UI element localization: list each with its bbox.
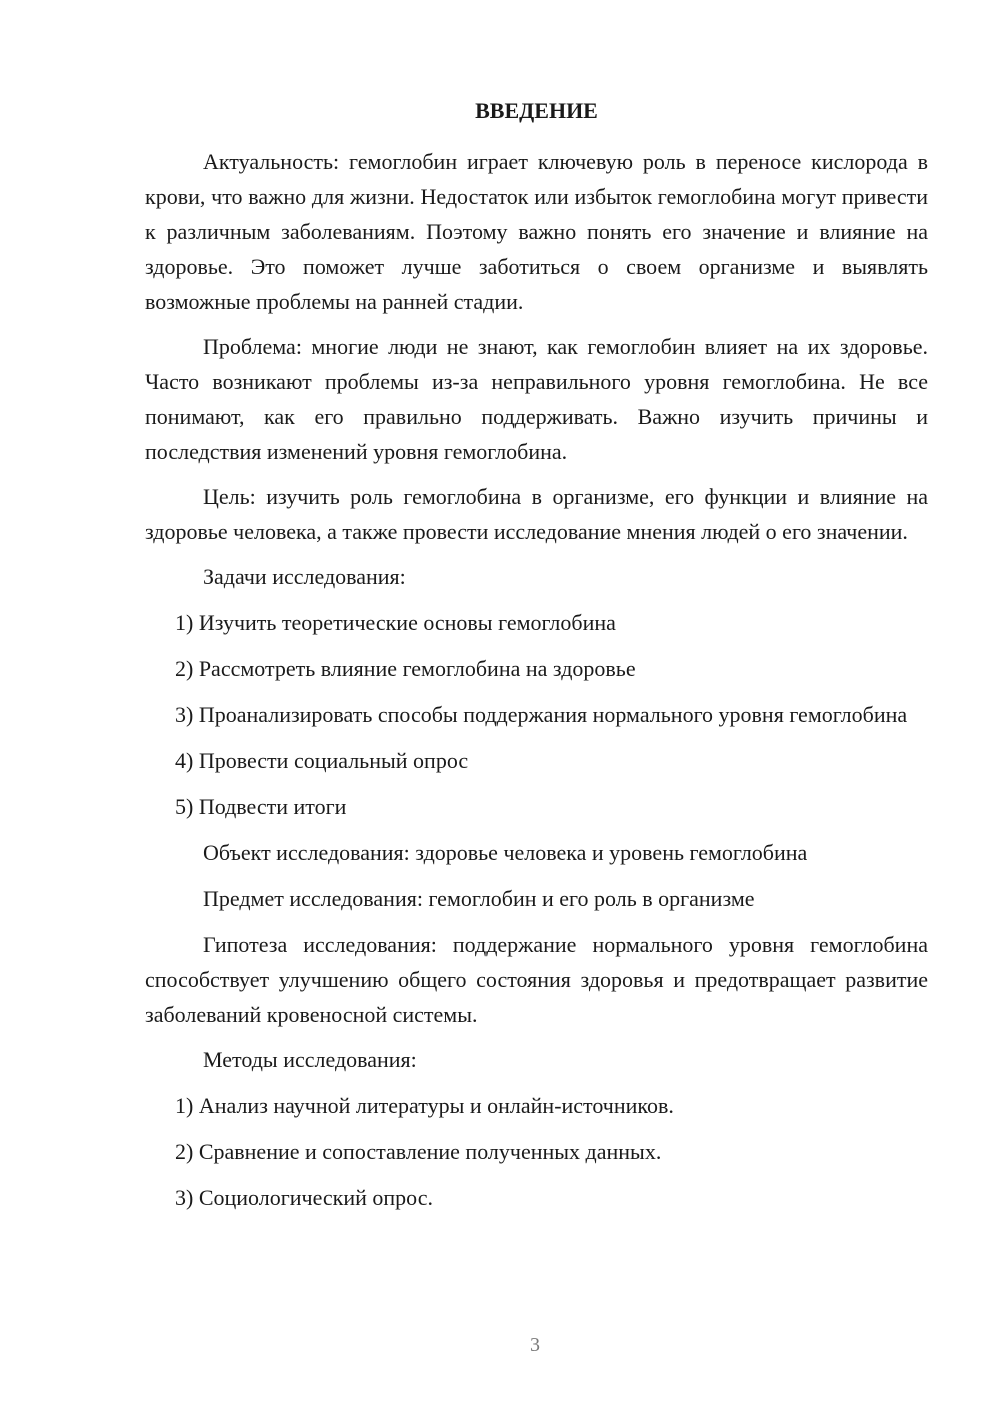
goal-paragraph: Цель: изучить роль гемоглобина в организме, его функции и влияние на здоровье человека, а также провести исследование мнения людей о его значении. xyxy=(145,484,928,544)
task-item-4: 4) Провести социальный опрос xyxy=(175,748,469,773)
task-item-3: 3) Проанализировать способы поддержания нормального уровня гемоглобина xyxy=(175,702,908,727)
page-number: 3 xyxy=(530,1334,540,1356)
tasks-title: Задачи исследования: xyxy=(203,564,406,589)
section-heading: ВВЕДЕНИЕ xyxy=(475,98,598,123)
actuality-paragraph: Актуальность: гемоглобин играет ключевую роль в переносе кислорода в крови, что важно для жизни. Недостаток или избыток гемоглобина могут привести к различным заболеваниям. Поэтому важно понять его значение и влияние на здоровье. Это поможет лучше заботиться о своем организме и выявлять возможные проблемы на ранней стадии. xyxy=(145,149,928,314)
subject-line: Предмет исследования: гемоглобин и его роль в организме xyxy=(203,886,755,911)
method-item-2: 2) Сравнение и сопоставление полученных данных. xyxy=(175,1139,662,1164)
hypothesis-paragraph: Гипотеза исследования: поддержание нормального уровня гемоглобина способствует улучшению общего состояния здоровья и предотвращает развитие заболеваний кровеносной системы. xyxy=(145,932,928,1027)
task-item-2: 2) Рассмотреть влияние гемоглобина на здоровье xyxy=(175,656,636,681)
methods-title: Методы исследования: xyxy=(203,1047,417,1072)
method-item-3: 3) Социологический опрос. xyxy=(175,1185,433,1210)
document-page xyxy=(145,96,928,1226)
task-item-1: 1) Изучить теоретические основы гемоглобина xyxy=(175,610,616,635)
object-line: Объект исследования: здоровье человека и уровень гемоглобина xyxy=(203,840,808,865)
task-item-5: 5) Подвести итоги xyxy=(175,794,347,819)
method-item-1: 1) Анализ научной литературы и онлайн-источников. xyxy=(175,1093,674,1118)
problem-paragraph: Проблема: многие люди не знают, как гемоглобин влияет на их здоровье. Часто возникают проблемы из-за неправильного уровня гемоглобина. Не все понимают, как его правильно поддерживать. Важно изучить причины и последствия изменений уровня гемоглобина. xyxy=(145,334,928,464)
